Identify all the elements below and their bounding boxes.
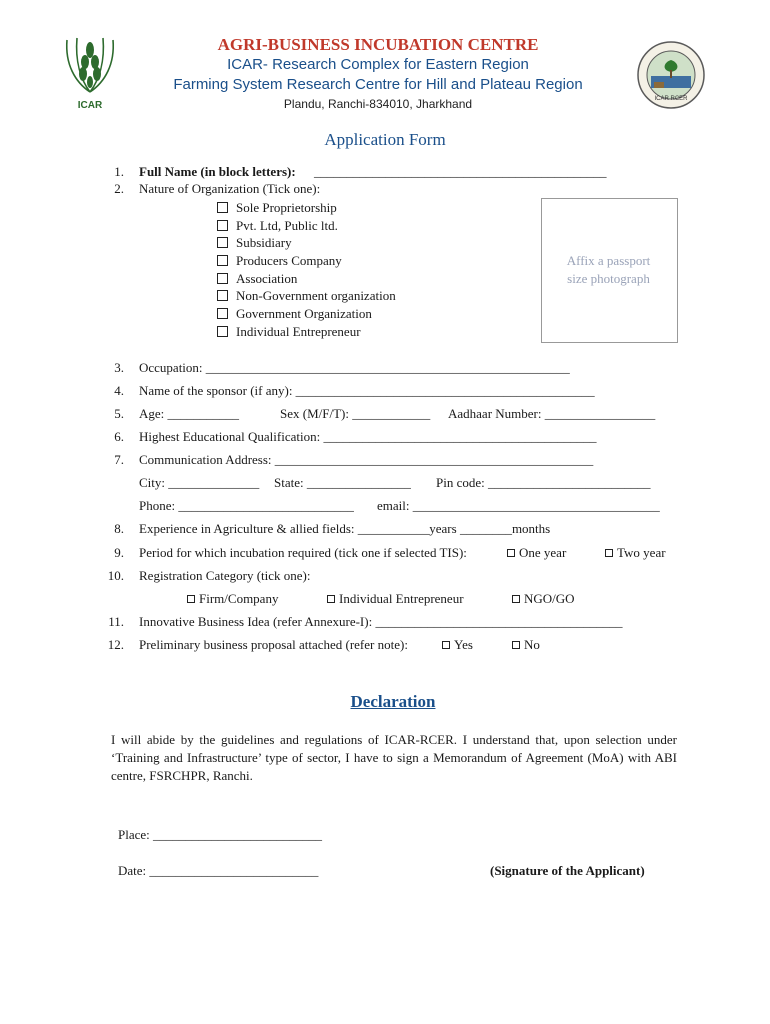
address-label: Communication Address: _________________________________________________ [139, 452, 594, 467]
experience-label: Experience in Agriculture & allied fields: ___________years ________months [139, 521, 551, 536]
full-name-label: Full Name (in block letters): [139, 164, 296, 179]
option-no[interactable]: No [512, 637, 540, 653]
aadhaar-field[interactable]: Aadhaar Number: _________________ [448, 406, 656, 421]
item-number: 3. [114, 360, 124, 375]
phone-field[interactable]: Phone: ___________________________ [139, 498, 354, 513]
header-subtitle-1: ICAR- Research Complex for Eastern Region [227, 56, 529, 73]
option-yes[interactable]: Yes [442, 637, 473, 653]
header-subtitle-2: Farming System Research Centre for Hill and Plateau Region [173, 76, 583, 93]
state-field[interactable]: State: ________________ [274, 475, 411, 490]
checkbox[interactable] [605, 549, 613, 557]
item-number: 7. [114, 452, 124, 467]
centre-title: AGRI-BUSINESS INCUBATION CENTRE [217, 35, 539, 54]
item-number: 11. [108, 614, 124, 629]
business-proposal-label: Preliminary business proposal attached (refer note): [139, 637, 408, 652]
item-number: 6. [114, 429, 124, 444]
checkbox[interactable] [217, 273, 228, 284]
pin-field[interactable]: Pin code: _________________________ [436, 475, 651, 490]
org-option-sole-proprietorship[interactable]: Sole Proprietorship [217, 200, 337, 216]
org-option-pvt-ltd[interactable]: Pvt. Ltd, Public ltd. [217, 218, 338, 234]
checkbox[interactable] [442, 641, 450, 649]
org-option-subsidiary[interactable]: Subsidiary [217, 235, 292, 251]
place-field[interactable]: Place: __________________________ [118, 827, 323, 842]
checkbox[interactable] [217, 220, 228, 231]
org-option-government[interactable]: Government Organization [217, 306, 372, 322]
item-number: 9. [114, 545, 124, 560]
date-field[interactable]: Date: __________________________ [118, 863, 319, 878]
org-option-ngo[interactable]: Non-Government organization [217, 288, 396, 304]
occupation-label: Occupation: ________________________________________________________ [139, 360, 570, 375]
seal-text: ICAR RCER [654, 96, 688, 102]
declaration-title: Declaration [350, 692, 436, 711]
org-option-producers-company[interactable]: Producers Company [217, 253, 342, 269]
checkbox[interactable] [217, 255, 228, 266]
option-individual-entrepreneur[interactable]: Individual Entrepreneur [327, 591, 464, 607]
item-number: 12. [107, 637, 124, 652]
item-number: 1. [114, 164, 124, 179]
city-field[interactable]: City: ______________ [139, 475, 260, 490]
education-label: Highest Educational Qualification: __________________________________________ [139, 429, 597, 444]
checkbox[interactable] [512, 595, 520, 603]
icar-logo-text: ICAR [77, 100, 103, 111]
organization-nature-label: Nature of Organization (Tick one): [139, 181, 321, 196]
header-address: Plandu, Ranchi-834010, Jharkhand [283, 97, 473, 111]
checkbox[interactable] [217, 237, 228, 248]
checkbox[interactable] [217, 308, 228, 319]
option-firm-company[interactable]: Firm/Company [187, 591, 278, 607]
option-one-year[interactable]: One year [507, 545, 566, 561]
checkbox[interactable] [217, 202, 228, 213]
registration-category-label: Registration Category (tick one): [139, 568, 311, 583]
checkbox[interactable] [327, 595, 335, 603]
email-field[interactable]: email: ______________________________________ [377, 498, 660, 513]
checkbox[interactable] [512, 641, 520, 649]
item-number: 4. [114, 383, 124, 398]
item-number: 8. [114, 521, 124, 536]
checkbox[interactable] [217, 326, 228, 337]
item-number: 10. [107, 568, 124, 583]
checkbox[interactable] [507, 549, 515, 557]
checkbox[interactable] [187, 595, 195, 603]
full-name-blank[interactable]: _____________________________________________ [314, 164, 607, 179]
form-title: Application Form [324, 130, 446, 149]
sex-field[interactable]: Sex (M/F/T): ____________ [280, 406, 431, 421]
item-number: 5. [114, 406, 124, 421]
sponsor-label: Name of the sponsor (if any): ______________________________________________ [139, 383, 595, 398]
option-ngo-go[interactable]: NGO/GO [512, 591, 575, 607]
declaration-text: I will abide by the guidelines and regulations of ICAR-RCER. I understand that, upon selection under ‘Training and Infrastructure’ type of sector, I have to sign a Memorandum of Agreement (MoA) with ABI centre, FSRCHPR, Ranchi. [111, 732, 677, 783]
checkbox[interactable] [217, 290, 228, 301]
incubation-period-label: Period for which incubation required (tick one if selected TIS): [139, 545, 467, 560]
org-option-individual-entrepreneur[interactable]: Individual Entrepreneur [217, 324, 361, 340]
option-two-year[interactable]: Two year [605, 545, 666, 561]
age-field[interactable]: Age: ___________ [139, 406, 240, 421]
item-number: 2. [114, 181, 124, 196]
business-idea-label: Innovative Business Idea (refer Annexure-I): ______________________________________ [139, 614, 623, 629]
applicant-signature-label: (Signature of the Applicant) [490, 863, 645, 878]
org-option-association[interactable]: Association [217, 271, 297, 287]
photo-box-label: Affix a passport size photograph [566, 253, 651, 286]
